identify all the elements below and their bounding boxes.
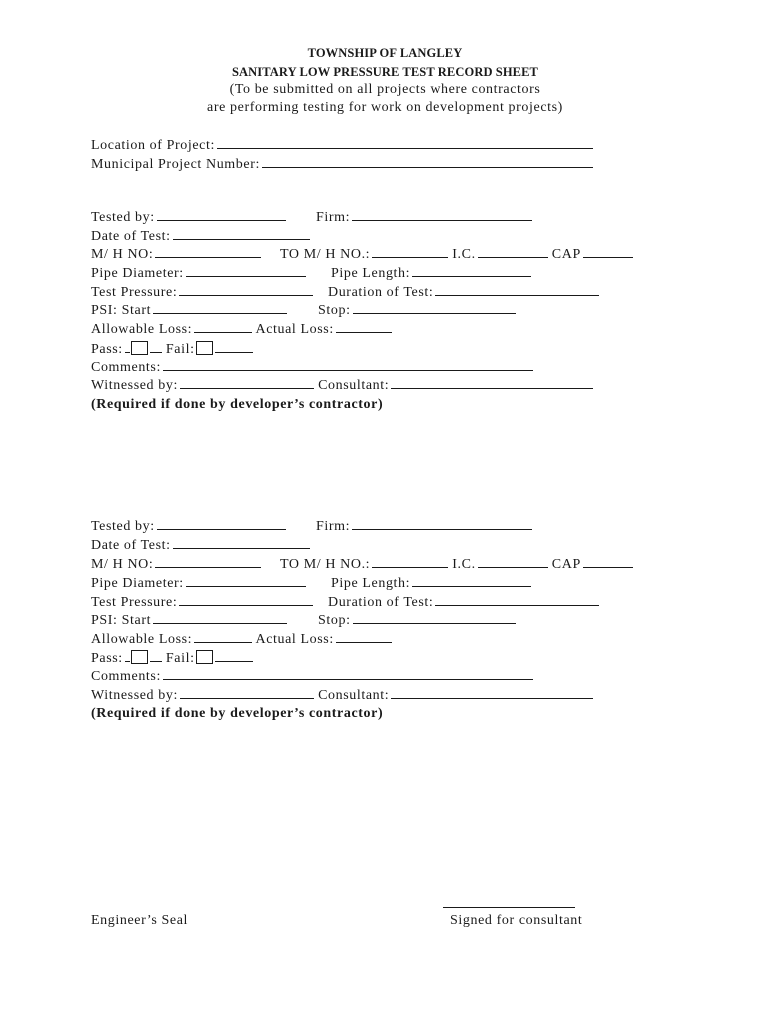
cap-field[interactable]	[583, 555, 633, 568]
pipe-diameter-row	[91, 264, 306, 282]
actual-loss-label: Actual Loss:	[255, 322, 334, 337]
pass-label: Pass:	[91, 651, 123, 666]
org-heading: TOWNSHIP OF LANGLEY	[307, 46, 463, 60]
test-pressure-field[interactable]	[179, 283, 313, 296]
test-pressure-row	[91, 593, 313, 611]
psi-start-label: PSI: Start	[91, 613, 152, 628]
mh-no-field[interactable]	[155, 555, 261, 568]
pipe-diameter-row	[91, 574, 306, 592]
firm-field[interactable]	[352, 208, 532, 221]
duration-row	[328, 283, 599, 301]
tested-by-row	[91, 517, 286, 535]
mh-row	[91, 555, 261, 573]
pipe-length-row	[331, 264, 531, 282]
to-mh-row	[280, 555, 633, 573]
date-field[interactable]	[173, 227, 310, 240]
allowable-loss-label: Allowable Loss:	[91, 322, 193, 337]
consultant-signature-line[interactable]	[443, 907, 575, 908]
actual-loss-label: Actual Loss:	[255, 632, 334, 647]
to-mh-no-field[interactable]	[372, 555, 448, 568]
date-row	[91, 536, 310, 554]
allowable-loss-field[interactable]	[194, 630, 252, 643]
to-mh-no-label: TO M/ H NO.:	[280, 557, 371, 572]
pipe-length-field[interactable]	[412, 574, 531, 587]
engineers-seal-label: Engineer’s Seal	[91, 913, 188, 928]
date-row	[91, 227, 310, 245]
project-number-row	[91, 155, 593, 173]
pass-checkbox[interactable]	[131, 341, 148, 355]
mh-no-label: M/ H NO:	[91, 557, 154, 572]
comments-row	[91, 358, 533, 376]
pipe-diameter-label: Pipe Diameter:	[91, 266, 184, 281]
psi-start-field[interactable]	[153, 611, 287, 624]
submission-note-line-1: (To be submitted on all projects where contractors	[229, 82, 541, 97]
consultant-field[interactable]	[391, 686, 593, 699]
consultant-field[interactable]	[391, 376, 593, 389]
project-number-field[interactable]	[262, 155, 593, 168]
pipe-length-label: Pipe Length:	[331, 266, 411, 281]
date-field[interactable]	[173, 536, 310, 549]
fail-label: Fail:	[165, 651, 195, 666]
test-pressure-label: Test Pressure:	[91, 595, 178, 610]
tested-by-label: Tested by:	[91, 519, 155, 534]
witnessed-by-field[interactable]	[180, 376, 314, 389]
pass-fail-row	[91, 649, 253, 667]
location-row	[91, 136, 593, 154]
signed-for-consultant-label: Signed for consultant	[450, 913, 583, 928]
witnessed-by-field[interactable]	[180, 686, 314, 699]
witnessed-row	[91, 686, 593, 704]
comments-field[interactable]	[163, 358, 533, 371]
date-label: Date of Test:	[91, 538, 171, 553]
firm-field[interactable]	[352, 517, 532, 530]
pass-label: Pass:	[91, 342, 123, 357]
tested-by-field[interactable]	[157, 208, 286, 221]
tested-by-label: Tested by:	[91, 210, 155, 225]
fail-label: Fail:	[165, 342, 195, 357]
location-label: Location of Project:	[91, 138, 215, 153]
consultant-label: Consultant:	[318, 378, 390, 393]
cap-field[interactable]	[583, 245, 633, 258]
pipe-length-field[interactable]	[412, 264, 531, 277]
allowable-loss-label: Allowable Loss:	[91, 632, 193, 647]
submission-note-line-2: are performing testing for work on development projects)	[207, 100, 563, 115]
date-label: Date of Test:	[91, 229, 171, 244]
tested-by-row	[91, 208, 286, 226]
test-pressure-label: Test Pressure:	[91, 285, 178, 300]
pipe-length-label: Pipe Length:	[331, 576, 411, 591]
location-field[interactable]	[217, 136, 593, 149]
stop-label: Stop:	[318, 303, 351, 318]
cap-label: CAP	[551, 247, 581, 262]
loss-row	[91, 630, 392, 648]
firm-row	[316, 208, 532, 226]
duration-row	[328, 593, 599, 611]
firm-row	[316, 517, 532, 535]
duration-field[interactable]	[435, 593, 599, 606]
psi-start-row	[91, 301, 287, 319]
pass-checkbox[interactable]	[131, 650, 148, 664]
to-mh-no-field[interactable]	[372, 245, 448, 258]
witnessed-row	[91, 376, 593, 394]
project-number-label: Municipal Project Number:	[91, 157, 260, 172]
pipe-diameter-label: Pipe Diameter:	[91, 576, 184, 591]
duration-field[interactable]	[435, 283, 599, 296]
comments-label: Comments:	[91, 360, 161, 375]
comments-label: Comments:	[91, 669, 161, 684]
mh-row	[91, 245, 261, 263]
firm-label: Firm:	[316, 210, 351, 225]
cap-label: CAP	[551, 557, 581, 572]
ic-field[interactable]	[478, 245, 548, 258]
psi-start-label: PSI: Start	[91, 303, 152, 318]
duration-label: Duration of Test:	[328, 595, 434, 610]
stop-field[interactable]	[353, 611, 516, 624]
pipe-diameter-field[interactable]	[186, 574, 306, 587]
tested-by-field[interactable]	[157, 517, 286, 530]
stop-row	[318, 611, 516, 629]
pipe-diameter-field[interactable]	[186, 264, 306, 277]
test-pressure-field[interactable]	[179, 593, 313, 606]
mh-no-field[interactable]	[155, 245, 261, 258]
psi-start-field[interactable]	[153, 301, 287, 314]
allowable-loss-field[interactable]	[194, 320, 252, 333]
actual-loss-field[interactable]	[336, 320, 392, 333]
duration-label: Duration of Test:	[328, 285, 434, 300]
ic-label: I.C.	[452, 557, 476, 572]
psi-start-row	[91, 611, 287, 629]
comments-field[interactable]	[163, 667, 533, 680]
pipe-length-row	[331, 574, 531, 592]
required-note: (Required if done by developer’s contractor)	[91, 397, 384, 412]
ic-field[interactable]	[478, 555, 548, 568]
to-mh-row	[280, 245, 633, 263]
form-title: SANITARY LOW PRESSURE TEST RECORD SHEET	[232, 65, 538, 79]
fail-checkbox[interactable]	[196, 650, 213, 664]
to-mh-no-label: TO M/ H NO.:	[280, 247, 371, 262]
consultant-label: Consultant:	[318, 688, 390, 703]
comments-row	[91, 667, 533, 685]
test-pressure-row	[91, 283, 313, 301]
pass-fail-row	[91, 340, 253, 358]
stop-row	[318, 301, 516, 319]
mh-no-label: M/ H NO:	[91, 247, 154, 262]
loss-row	[91, 320, 392, 338]
ic-label: I.C.	[452, 247, 476, 262]
required-note: (Required if done by developer’s contractor)	[91, 706, 384, 721]
stop-label: Stop:	[318, 613, 351, 628]
witnessed-by-label: Witnessed by:	[91, 688, 178, 703]
fail-checkbox[interactable]	[196, 341, 213, 355]
stop-field[interactable]	[353, 301, 516, 314]
witnessed-by-label: Witnessed by:	[91, 378, 178, 393]
actual-loss-field[interactable]	[336, 630, 392, 643]
firm-label: Firm:	[316, 519, 351, 534]
